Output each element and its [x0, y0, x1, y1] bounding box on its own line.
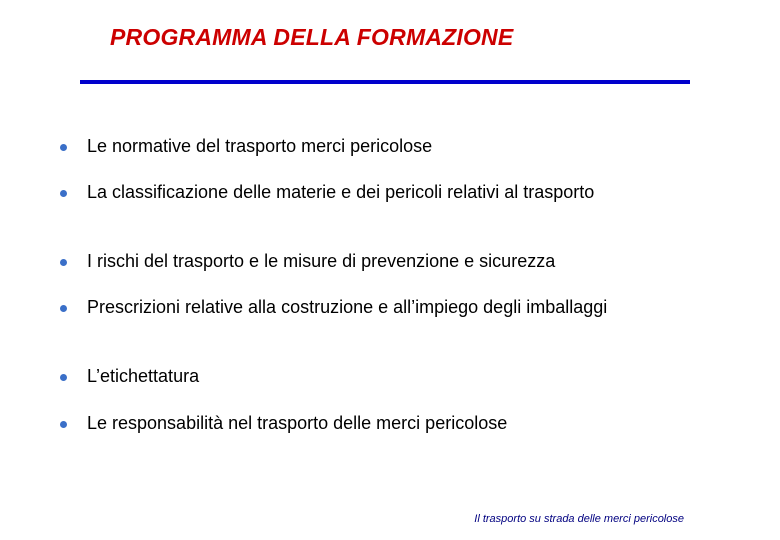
slide-footer: Il trasporto su strada delle merci pericolose — [474, 513, 684, 525]
slide-title: PROGRAMMA DELLA FORMAZIONE — [110, 24, 514, 50]
bullet-text: Prescrizioni relative alla costruzione e all’impiego degli imballaggi — [87, 297, 608, 317]
bullet-text: Le responsabilità nel trasporto delle merci pericolose — [87, 413, 508, 433]
bullet-text: Le normative del trasporto merci pericolose — [87, 136, 433, 156]
bullet-text: La classificazione delle materie e dei pericoli relativi al trasporto — [87, 182, 595, 202]
bullet-dot-icon — [60, 305, 67, 312]
bullet-dot-icon — [60, 144, 67, 151]
bullet-text: I rischi del trasporto e le misure di prevenzione e sicurezza — [87, 251, 556, 271]
bullet-dot-icon — [60, 421, 67, 428]
bullet-dot-icon — [60, 259, 67, 266]
bullet-dot-icon — [60, 190, 67, 197]
bullet-dot-icon — [60, 374, 67, 381]
bullet-text: L’etichettatura — [87, 366, 200, 386]
